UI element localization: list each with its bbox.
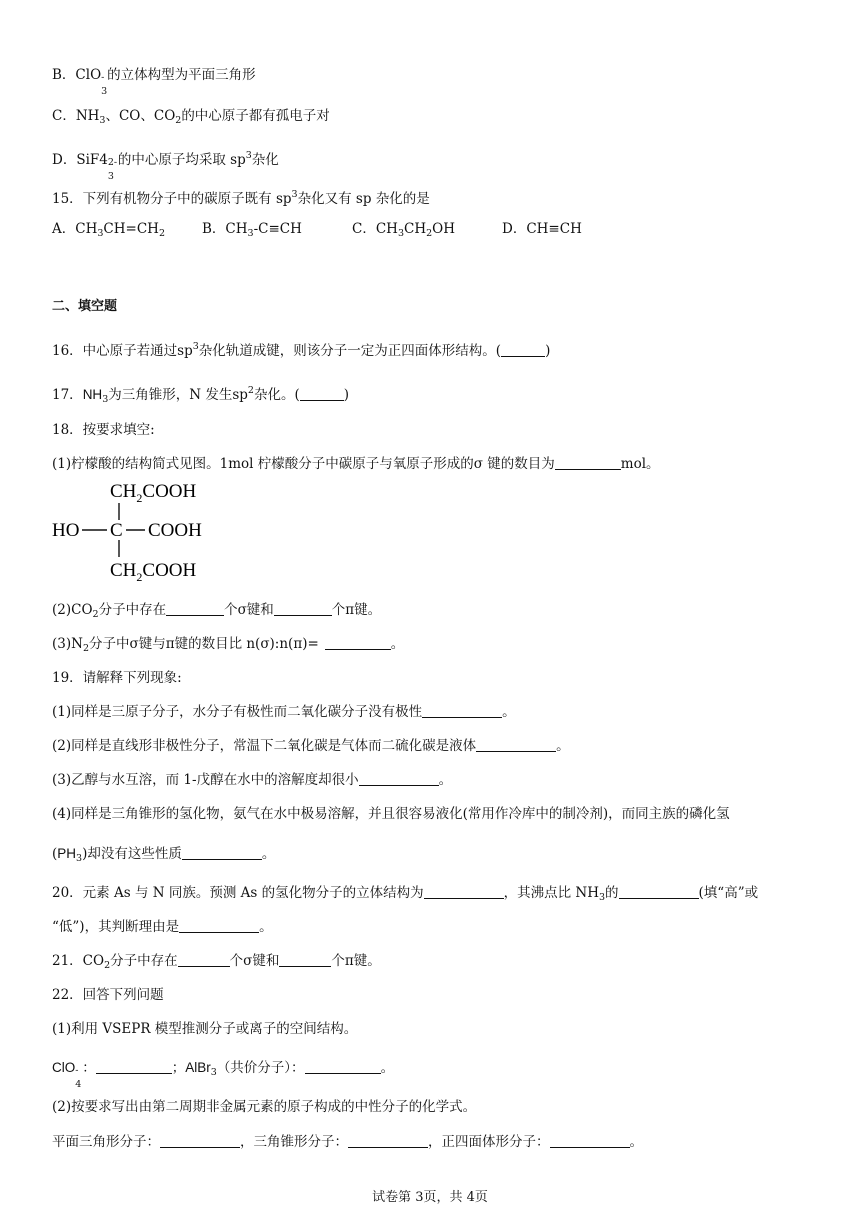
q22-stem: 22．回答下列问题 — [52, 987, 164, 1003]
q16-answer-blank[interactable] — [501, 342, 545, 357]
q22-pyramidal-blank[interactable] — [348, 1133, 428, 1148]
q16: 16．中心原子若通过$sp^3$杂化轨道成键，则该分子一定为正四面体形结构。( ) — [52, 341, 551, 359]
q14-option-b: B．ClO - 3 的立体构型为平面三角形 — [52, 67, 256, 97]
q15-stem: 15．下列有机物分子中的碳原子既有 $sp^3$杂化又有 sp 杂化的是 — [52, 189, 430, 207]
q19-stem: 19．请解释下列现象: — [52, 670, 182, 686]
q14-option-c: C．$NH_3$、CO、$CO_2$的中心原子都有孤电子对 — [52, 108, 330, 126]
q21-blank-sigma[interactable] — [178, 952, 230, 967]
q19-3-blank[interactable] — [359, 771, 439, 786]
q22-part2-answers: 平面三角形分子： ，三角锥形分子： ，正四面体形分子： 。 — [52, 1134, 643, 1150]
q15-option-c: C．$CH_3CH_2OH$ — [352, 221, 455, 239]
citric-acid-structure — [48, 476, 228, 586]
q22-tetrahedral-blank[interactable] — [550, 1133, 630, 1148]
structure-bottom-group: $CH_2COOH$ — [110, 560, 197, 584]
structure-hydroxyl: HO — [52, 520, 80, 541]
q18-2-blank-sigma[interactable] — [166, 601, 224, 616]
q18-2-blank-pi[interactable] — [274, 601, 332, 616]
q22-planar-blank[interactable] — [160, 1133, 240, 1148]
q22-part1: (1)利用 VSEPR 模型推测分子或离子的空间结构。 — [52, 1021, 358, 1037]
q18-stem: 18．按要求填空: — [52, 422, 155, 438]
q22-clo4-blank[interactable] — [96, 1059, 172, 1074]
q14-option-d: D．SiF4 2- 3 的中心原子均采取 $sp^3$杂化 — [52, 150, 279, 182]
q20-line1: 20．元素 As 与 N 同族。预测 As 的氢化物分子的立体结构为 ，其沸点比 $NH_3$的 (填“高”或 — [52, 885, 759, 903]
q21: 21．$CO_2$分子中存在 个σ键和 个π键。 — [52, 953, 381, 971]
structure-top-group: $CH_2COOH$ — [110, 481, 197, 505]
page-footer: 试卷第 3页，共 4页 — [372, 1190, 488, 1205]
q20-structure-blank[interactable] — [424, 884, 504, 899]
q18-3-blank[interactable] — [325, 635, 391, 650]
q18-part2: $(2)CO_2$分子中存在 个σ键和 个π键。 — [52, 602, 382, 620]
q18-part3: $(3)N_2$分子中σ键与π键的数目比 n(σ):n(π)= 。 — [52, 636, 405, 654]
q22-albr3-blank[interactable] — [305, 1059, 381, 1074]
q20-reason-blank[interactable] — [179, 918, 259, 933]
q15-option-d: D．CH≡CH — [502, 221, 582, 237]
structure-right-group: COOH — [148, 520, 202, 541]
q20-boiling-blank[interactable] — [619, 884, 699, 899]
q15-option-b: B．$CH_3-C\equiv CH$ — [202, 221, 302, 239]
q22-part1-answers: ClO - 4 ： ；AlBr$_3$（共价分子）： 。 — [52, 1060, 395, 1090]
q15-option-a: A．$CH_3CH=CH_2$ — [52, 221, 165, 239]
q19-part1: (1)同样是三原子分子，水分子有极性而二氧化碳分子没有极性 。 — [52, 704, 516, 720]
q19-part4-line1: (4)同样是三角锥形的氢化物，氨气在水中极易溶解，并且很容易液化(常用作冷库中的制冷剂)，而同主族的磷化氢 — [52, 806, 730, 822]
q19-part4-line2: $(PH_3)$却没有这些性质 。 — [52, 846, 276, 864]
q18-1-blank[interactable] — [555, 455, 621, 470]
q17: 17．$NH_3$为三角锥形，N 发生$sp^2$杂化。( ) — [52, 385, 350, 405]
q19-part3: (3)乙醇与水互溶，而 1-戊醇在水中的溶解度却很小 。 — [52, 772, 453, 788]
q19-4-blank[interactable] — [182, 845, 262, 860]
q22-part2: (2)按要求写出由第二周期非金属元素的原子构成的中性分子的化学式。 — [52, 1099, 477, 1115]
q15-options — [52, 220, 582, 243]
q20-line2: “低”)，其判断理由是 。 — [52, 919, 273, 935]
q18-part1: (1)柠檬酸的结构简式见图。1mol 柠檬酸分子中碳原子与氧原子形成的σ 键的数目为 mol。 — [52, 456, 660, 472]
q19-1-blank[interactable] — [422, 703, 502, 718]
structure-central-carbon: C — [110, 520, 123, 541]
q19-2-blank[interactable] — [476, 737, 556, 752]
q21-blank-pi[interactable] — [279, 952, 331, 967]
q17-answer-blank[interactable] — [300, 386, 344, 401]
section-heading: 二、填空题 — [52, 299, 118, 314]
q19-part2: (2)同样是直线形非极性分子，常温下二氧化碳是气体而二硫化碳是液体 。 — [52, 738, 570, 754]
